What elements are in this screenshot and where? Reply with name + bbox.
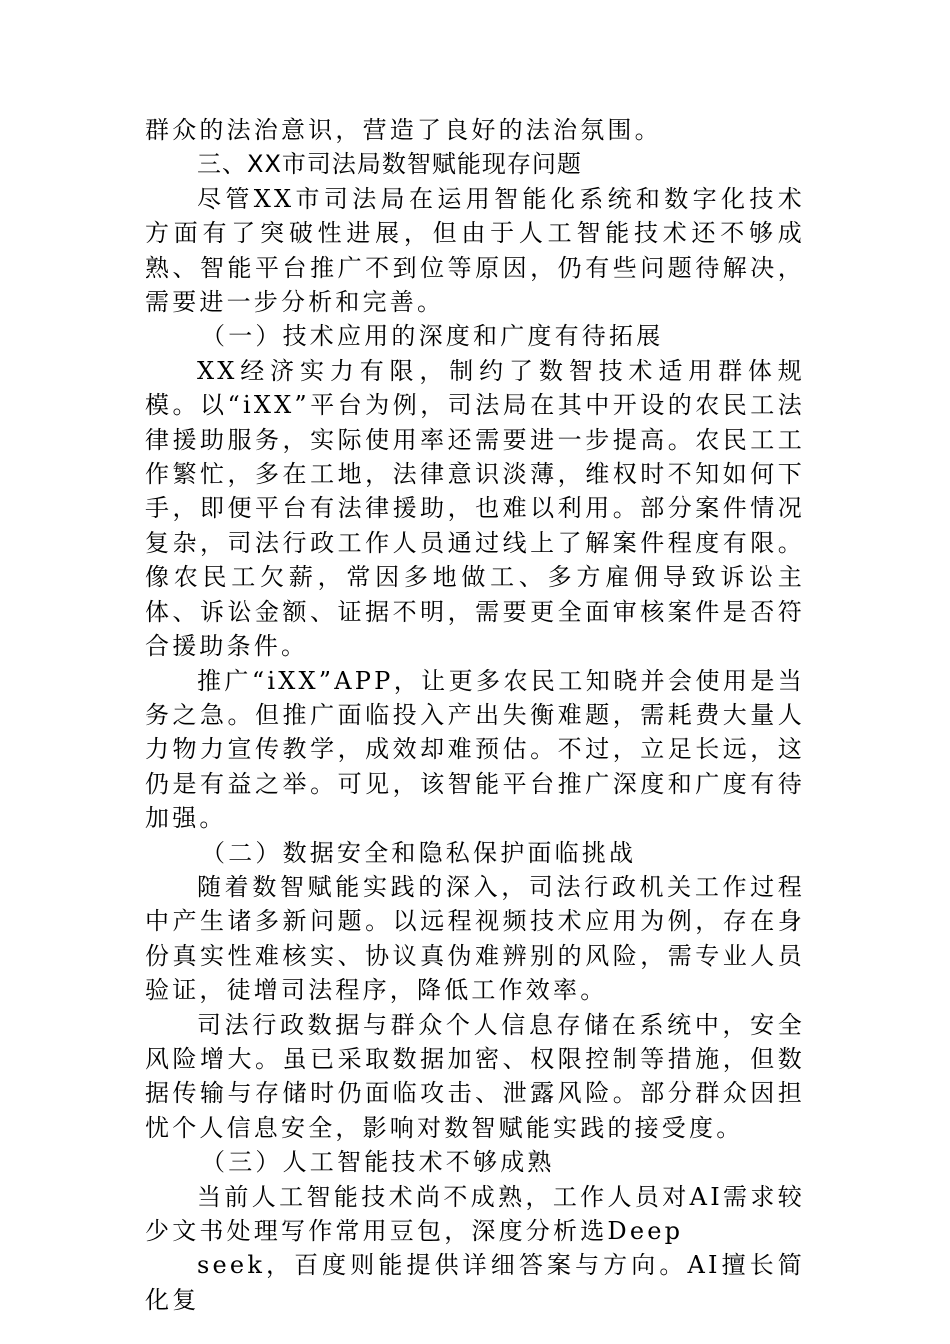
paragraph-sub1-2: 推广“iXX”APP，让更多农民工知晓并会使用是当务之急。但推广面临投入产出失衡难题，需耗费大量人力物力宣传教学，成效却难预估。不过，立足长远，这仍是有益之举。可见，该智能平台推广深度和广度有待加强。 (145, 666, 805, 833)
subheading-3: （三）人工智能技术不够成熟 (201, 1148, 555, 1177)
paragraph-sub3-2: seek，百度则能提供详细答案与方向。AI擅长简化复 (145, 1251, 805, 1314)
paragraph-sub1-1: XX经济实力有限，制约了数智技术适用群体规模。以“iXX”平台为例，司法局在其中开设的农民工法律援助服务，实际使用率还需要进一步提高。农民工工作繁忙，多在工地，法律意识淡薄，维权时不知如何下手，即便平台有法律援助，也难以利用。部分案件情况复杂，司法行政工作人员通过线上了解案件程度有限。像农民工欠薪，常因多地做工、多方雇佣导致诉讼主体、诉讼金额、证据不明，需要更全面审核案件是否符合援助条件。 (145, 356, 805, 661)
document-page (145, 113, 805, 1317)
section-heading-3: 三、XX市司法局数智赋能现存问题 (197, 150, 582, 179)
subheading-2: （二）数据安全和隐私保护面临挑战 (201, 838, 637, 867)
paragraph-intro-tail: 群众的法治意识，营造了良好的法治氛围。 (145, 116, 662, 144)
paragraph-overview: 尽管XX市司法局在运用智能化系统和数字化技术方面有了突破性进展，但由于人工智能技术还不够成熟、智能平台推广不到位等原因，仍有些问题待解决，需要进一步分析和完善。 (145, 184, 805, 317)
paragraph-sub2-2: 司法行政数据与群众个人信息存储在系统中，安全风险增大。虽已采取数据加密、权限控制等措施，但数据传输与存储时仍面临攻击、泄露风险。部分群众因担忧个人信息安全，影响对数智赋能实践的接受度。 (145, 1010, 805, 1142)
paragraph-sub3-1: 当前人工智能技术尚不成熟，工作人员对AI需求较少文书处理写作常用豆包，深度分析选Deep (145, 1182, 805, 1245)
paragraph-sub2-1: 随着数智赋能实践的深入，司法行政机关工作过程中产生诸多新问题。以远程视频技术应用为例，存在身份真实性难核实、协议真伪难辨别的风险，需专业人员验证，徒增司法程序，降低工作效率。 (145, 872, 805, 1005)
subheading-1: （一）技术应用的深度和广度有待拓展 (201, 322, 664, 351)
